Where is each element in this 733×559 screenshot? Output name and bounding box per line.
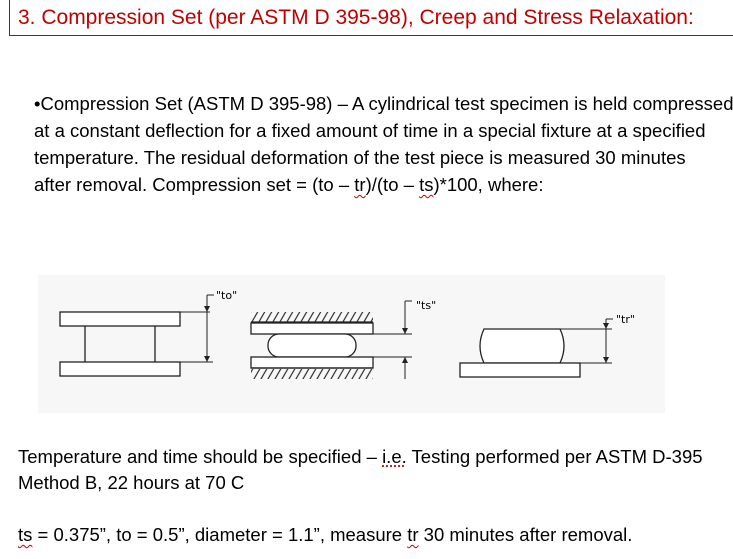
specs-text-a: = 0.375”, to = 0.5”, diameter = 1.1”, measure	[32, 524, 408, 545]
description-line-1: •Compression Set (ASTM D 395-98) – A cylindrical test specimen is held compressed	[34, 93, 733, 114]
label-tr: "tr"	[616, 313, 635, 326]
label-to: "to"	[216, 289, 238, 302]
test-conditions-paragraph	[18, 444, 703, 496]
formula-text-a: after removal. Compression set = (to –	[34, 174, 355, 195]
specs-text-b: 30 minutes after removal.	[418, 524, 633, 545]
fixture-compressed	[251, 299, 436, 379]
formula-text-c: )*100, where:	[433, 174, 544, 195]
specs-ts: ts	[18, 524, 33, 545]
test-conditions-text-a: Temperature and time should be specified –	[18, 446, 383, 467]
compression-set-diagram	[38, 275, 665, 413]
slide-title: 3. Compression Set (per ASTM D 395-98), Creep and Stress Relaxation:	[18, 6, 694, 29]
specs-tr: tr	[407, 524, 419, 545]
description-paragraph	[34, 90, 733, 198]
description-line-2: at a constant deflection for a fixed amount of time in a special fixture at a specified	[34, 120, 706, 141]
description-line-3: temperature. The residual deformation of the test piece is measured 30 minutes	[34, 147, 686, 168]
test-conditions-line-1	[18, 444, 703, 470]
ie-abbrev: i.e.	[382, 446, 407, 467]
specimen-recovered	[460, 313, 635, 377]
fixture-uncompressed	[60, 289, 237, 376]
test-conditions-line-2: Method B, 22 hours at 70 C	[18, 472, 245, 493]
formula-tr: tr	[354, 174, 366, 195]
specs-line	[18, 522, 632, 548]
formula-text-b: )/(to –	[365, 174, 420, 195]
test-conditions-text-b: Testing performed per ASTM D-395	[406, 446, 703, 467]
label-ts: "ts"	[416, 299, 437, 312]
formula-ts: ts	[419, 174, 434, 195]
description-line-4	[34, 171, 733, 198]
